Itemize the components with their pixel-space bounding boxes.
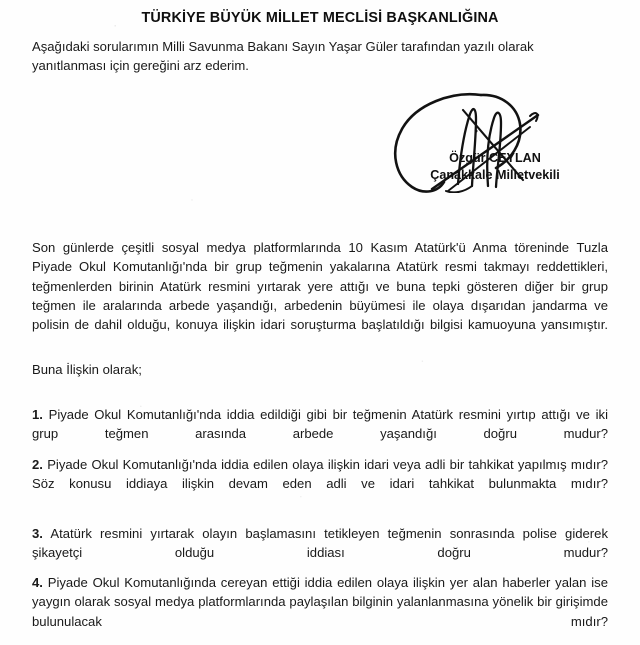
question-number: 3. [32,526,43,541]
question-number: 2. [32,457,43,472]
question-item [32,573,608,645]
preamble-paragraph: Son günlerde çeşitli sosyal medya platformlarında 10 Kasım Atatürk'ü Anma töreninde Tuzla Piyade Okul Komutanlığı'nda bir grup teğmenin yakalarına Atatürk resmi takmayı reddettikleri, teğmenlerden birinin Atatürk resmini yırtarak yere attığı ve buna tepki gösteren diğer bir grup teğmen ile aralarında arbede yaşandığı, arbedenin büyümesi ile olaya dışarıdan jandarma ve polisin de dahil olduğu, konuya ilişkin idari soruşturma başlatıldığı bilgisi kamuoyuna yansımıştır. [32,240,608,333]
question-text: Piyade Okul Komutanlığı'nda iddia edilen olaya ilişkin idari veya adli bir tahkikat yapılmış mıdır? Söz konusu iddiaya ilişkin devam eden adli ve idari tahkikat bulunmakta mıdır? [32,457,608,492]
signer-name: Özgür CEYLAN [449,151,541,165]
question-number: 1. [32,407,43,422]
signature-block [360,88,630,193]
lead-in-line: Buna İlişkin olarak; [32,362,142,377]
intro-paragraph: Aşağıdaki sorularımın Milli Savunma Bakanı Sayın Yaşar Güler tarafından yazılı olarak yanıtlanması için gereğini arz ederim. [32,39,534,73]
question-text: Atatürk resmini yırtarak olayın başlamasını tetikleyen teğmenin sonrasında polise giderek şikayetçi olduğu iddiası doğru mudur? [32,526,609,561]
question-text: Piyade Okul Komutanlığı'nda iddia edildiği gibi bir teğmenin Atatürk resmini yırtıp attığı ve iki grup teğmen arasında arbede yaşandığı doğru mudur? [32,407,608,442]
question-item [32,455,608,513]
question-number: 4. [32,575,43,590]
question-text: Piyade Okul Komutanlığında cereyan ettiği iddia edilen olaya ilişkin yer alan haberler yalan ise yaygın olarak sosyal medya platformlarında paylaşılan bilginin yalanlanmasına yönelik bir girişimde bulunulacak mıdır? [32,575,608,629]
signer-identity [360,150,630,183]
signer-role: Çanakkale Milletvekili [430,167,560,182]
page-title: TÜRKİYE BÜYÜK MİLLET MECLİSİ BAŞKANLIĞINA [141,10,499,26]
